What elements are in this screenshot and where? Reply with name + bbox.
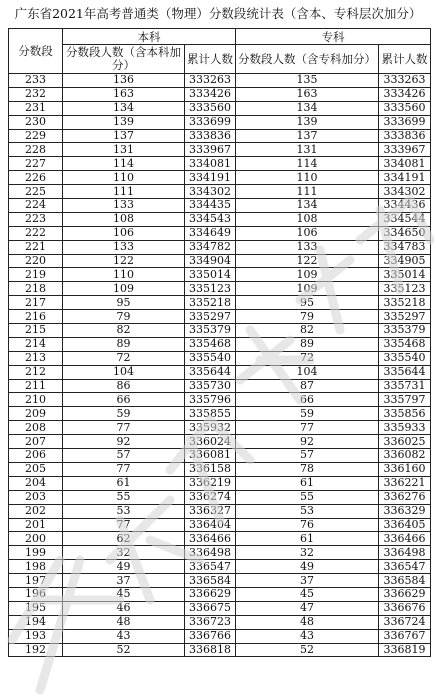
benke-count-cell: 89 [63, 337, 185, 351]
score-cell: 206 [9, 449, 63, 463]
table-row [9, 462, 431, 476]
table-row [9, 574, 431, 588]
benke-cumulative-cell: 336723 [185, 615, 236, 629]
zhuanke-count-cell: 37 [236, 574, 379, 588]
zhuanke-count-cell: 55 [236, 490, 379, 504]
table-row [9, 490, 431, 504]
zhuanke-cumulative-cell: 333560 [379, 101, 431, 115]
zhuanke-cumulative-cell: 334544 [379, 212, 431, 226]
zhuanke-count-cell: 106 [236, 226, 379, 240]
benke-cumulative-cell: 334302 [185, 185, 236, 199]
header-benke-count: 分数段人数（含本科加分） [63, 45, 185, 74]
zhuanke-cumulative-cell: 336498 [379, 546, 431, 560]
zhuanke-count-cell: 53 [236, 504, 379, 518]
benke-count-cell: 45 [63, 587, 185, 601]
benke-count-cell: 59 [63, 407, 185, 421]
zhuanke-count-cell: 134 [236, 199, 379, 213]
table-row [9, 171, 431, 185]
table-row [9, 157, 431, 171]
zhuanke-cumulative-cell: 335123 [379, 282, 431, 296]
table-row [9, 143, 431, 157]
zhuanke-count-cell: 61 [236, 532, 379, 546]
zhuanke-count-cell: 163 [236, 87, 379, 101]
table-row [9, 532, 431, 546]
zhuanke-count-cell: 92 [236, 435, 379, 449]
benke-count-cell: 104 [63, 365, 185, 379]
score-cell: 208 [9, 421, 63, 435]
score-cell: 218 [9, 282, 63, 296]
score-cell: 230 [9, 115, 63, 129]
benke-cumulative-cell: 334782 [185, 240, 236, 254]
benke-cumulative-cell: 336498 [185, 546, 236, 560]
score-cell: 193 [9, 629, 63, 643]
benke-count-cell: 114 [63, 157, 185, 171]
benke-count-cell: 122 [63, 254, 185, 268]
score-cell: 228 [9, 143, 63, 157]
zhuanke-cumulative-cell: 336221 [379, 476, 431, 490]
zhuanke-count-cell: 82 [236, 324, 379, 338]
benke-count-cell: 72 [63, 351, 185, 365]
benke-count-cell: 133 [63, 199, 185, 213]
benke-count-cell: 62 [63, 532, 185, 546]
benke-cumulative-cell: 335468 [185, 337, 236, 351]
score-cell: 197 [9, 574, 63, 588]
score-cell: 221 [9, 240, 63, 254]
benke-count-cell: 77 [63, 421, 185, 435]
zhuanke-cumulative-cell: 335797 [379, 393, 431, 407]
table-row [9, 587, 431, 601]
score-cell: 212 [9, 365, 63, 379]
score-cell: 194 [9, 615, 63, 629]
zhuanke-count-cell: 61 [236, 476, 379, 490]
benke-count-cell: 52 [63, 643, 185, 657]
score-cell: 203 [9, 490, 63, 504]
table-row [9, 421, 431, 435]
benke-count-cell: 108 [63, 212, 185, 226]
zhuanke-count-cell: 72 [236, 351, 379, 365]
header-score: 分数段 [9, 29, 63, 74]
zhuanke-cumulative-cell: 335644 [379, 365, 431, 379]
zhuanke-count-cell: 78 [236, 462, 379, 476]
zhuanke-count-cell: 87 [236, 379, 379, 393]
zhuanke-cumulative-cell: 336329 [379, 504, 431, 518]
table-row [9, 337, 431, 351]
zhuanke-cumulative-cell: 335540 [379, 351, 431, 365]
score-cell: 224 [9, 199, 63, 213]
zhuanke-count-cell: 122 [236, 254, 379, 268]
benke-cumulative-cell: 333836 [185, 129, 236, 143]
zhuanke-cumulative-cell: 335218 [379, 296, 431, 310]
zhuanke-cumulative-cell: 334081 [379, 157, 431, 171]
zhuanke-cumulative-cell: 336676 [379, 601, 431, 615]
table-row [9, 74, 431, 88]
table-row [9, 643, 431, 657]
benke-count-cell: 139 [63, 115, 185, 129]
zhuanke-count-cell: 32 [236, 546, 379, 560]
zhuanke-count-cell: 47 [236, 601, 379, 615]
benke-count-cell: 79 [63, 310, 185, 324]
benke-count-cell: 57 [63, 449, 185, 463]
zhuanke-count-cell: 48 [236, 615, 379, 629]
zhuanke-count-cell: 134 [236, 101, 379, 115]
benke-count-cell: 163 [63, 87, 185, 101]
score-cell: 201 [9, 518, 63, 532]
zhuanke-count-cell: 135 [236, 74, 379, 88]
table-row [9, 518, 431, 532]
benke-count-cell: 61 [63, 476, 185, 490]
zhuanke-cumulative-cell: 334436 [379, 199, 431, 213]
table-row [9, 476, 431, 490]
benke-cumulative-cell: 336274 [185, 490, 236, 504]
score-cell: 233 [9, 74, 63, 88]
benke-cumulative-cell: 336404 [185, 518, 236, 532]
score-cell: 225 [9, 185, 63, 199]
benke-cumulative-cell: 335014 [185, 268, 236, 282]
zhuanke-cumulative-cell: 336082 [379, 449, 431, 463]
table-row [9, 504, 431, 518]
benke-cumulative-cell: 336547 [185, 560, 236, 574]
benke-count-cell: 109 [63, 282, 185, 296]
score-cell: 227 [9, 157, 63, 171]
table-row [9, 101, 431, 115]
header-zhuanke-cumulative: 累计人数 [379, 45, 431, 74]
zhuanke-count-cell: 79 [236, 310, 379, 324]
score-cell: 205 [9, 462, 63, 476]
zhuanke-cumulative-cell: 336819 [379, 643, 431, 657]
table-row [9, 240, 431, 254]
score-cell: 213 [9, 351, 63, 365]
zhuanke-cumulative-cell: 334302 [379, 185, 431, 199]
benke-cumulative-cell: 336818 [185, 643, 236, 657]
benke-count-cell: 49 [63, 560, 185, 574]
table-row [9, 226, 431, 240]
benke-count-cell: 110 [63, 171, 185, 185]
benke-cumulative-cell: 335297 [185, 310, 236, 324]
benke-cumulative-cell: 334543 [185, 212, 236, 226]
benke-cumulative-cell: 334649 [185, 226, 236, 240]
table-row [9, 254, 431, 268]
score-cell: 195 [9, 601, 63, 615]
score-cell: 192 [9, 643, 63, 657]
table-row [9, 268, 431, 282]
zhuanke-count-cell: 95 [236, 296, 379, 310]
benke-cumulative-cell: 335855 [185, 407, 236, 421]
benke-cumulative-cell: 336219 [185, 476, 236, 490]
score-cell: 223 [9, 212, 63, 226]
benke-cumulative-cell: 333560 [185, 101, 236, 115]
zhuanke-count-cell: 43 [236, 629, 379, 643]
benke-count-cell: 133 [63, 240, 185, 254]
zhuanke-count-cell: 114 [236, 157, 379, 171]
benke-cumulative-cell: 335540 [185, 351, 236, 365]
zhuanke-cumulative-cell: 333836 [379, 129, 431, 143]
score-cell: 204 [9, 476, 63, 490]
score-cell: 198 [9, 560, 63, 574]
zhuanke-cumulative-cell: 336276 [379, 490, 431, 504]
score-cell: 226 [9, 171, 63, 185]
score-cell: 210 [9, 393, 63, 407]
benke-cumulative-cell: 333426 [185, 87, 236, 101]
benke-count-cell: 106 [63, 226, 185, 240]
table-row [9, 449, 431, 463]
benke-count-cell: 111 [63, 185, 185, 199]
benke-cumulative-cell: 333699 [185, 115, 236, 129]
zhuanke-cumulative-cell: 334905 [379, 254, 431, 268]
zhuanke-count-cell: 104 [236, 365, 379, 379]
zhuanke-cumulative-cell: 335933 [379, 421, 431, 435]
table-row [9, 546, 431, 560]
zhuanke-cumulative-cell: 333263 [379, 74, 431, 88]
score-cell: 207 [9, 435, 63, 449]
table-row [9, 199, 431, 213]
zhuanke-cumulative-cell: 336629 [379, 587, 431, 601]
score-cell: 232 [9, 87, 63, 101]
zhuanke-cumulative-cell: 335014 [379, 268, 431, 282]
zhuanke-count-cell: 108 [236, 212, 379, 226]
score-cell: 199 [9, 546, 63, 560]
table-row [9, 365, 431, 379]
benke-cumulative-cell: 336629 [185, 587, 236, 601]
score-cell: 219 [9, 268, 63, 282]
table-row [9, 115, 431, 129]
benke-count-cell: 43 [63, 629, 185, 643]
zhuanke-count-cell: 77 [236, 421, 379, 435]
score-cell: 200 [9, 532, 63, 546]
header-benke: 本科 [63, 29, 236, 45]
zhuanke-count-cell: 45 [236, 587, 379, 601]
table-row [9, 282, 431, 296]
header-zhuanke: 专科 [236, 29, 431, 45]
benke-cumulative-cell: 336466 [185, 532, 236, 546]
benke-cumulative-cell: 336327 [185, 504, 236, 518]
table-row [9, 379, 431, 393]
benke-count-cell: 48 [63, 615, 185, 629]
zhuanke-count-cell: 66 [236, 393, 379, 407]
zhuanke-count-cell: 131 [236, 143, 379, 157]
zhuanke-count-cell: 109 [236, 268, 379, 282]
zhuanke-cumulative-cell: 336767 [379, 629, 431, 643]
benke-count-cell: 110 [63, 268, 185, 282]
zhuanke-cumulative-cell: 335379 [379, 324, 431, 338]
table-row [9, 185, 431, 199]
benke-count-cell: 37 [63, 574, 185, 588]
table-row [9, 129, 431, 143]
benke-count-cell: 134 [63, 101, 185, 115]
zhuanke-cumulative-cell: 334191 [379, 171, 431, 185]
benke-cumulative-cell: 336158 [185, 462, 236, 476]
score-cell: 215 [9, 324, 63, 338]
score-cell: 229 [9, 129, 63, 143]
table-row [9, 393, 431, 407]
zhuanke-cumulative-cell: 335297 [379, 310, 431, 324]
zhuanke-count-cell: 57 [236, 449, 379, 463]
table-row [9, 212, 431, 226]
zhuanke-count-cell: 110 [236, 171, 379, 185]
score-cell: 214 [9, 337, 63, 351]
zhuanke-cumulative-cell: 333967 [379, 143, 431, 157]
zhuanke-cumulative-cell: 335856 [379, 407, 431, 421]
benke-count-cell: 92 [63, 435, 185, 449]
score-cell: 222 [9, 226, 63, 240]
score-cell: 216 [9, 310, 63, 324]
benke-cumulative-cell: 334191 [185, 171, 236, 185]
benke-count-cell: 82 [63, 324, 185, 338]
zhuanke-cumulative-cell: 336405 [379, 518, 431, 532]
zhuanke-cumulative-cell: 336547 [379, 560, 431, 574]
header-zhuanke-count: 分数段人数（含专科加分） [236, 45, 379, 74]
benke-count-cell: 46 [63, 601, 185, 615]
table-row [9, 601, 431, 615]
benke-cumulative-cell: 334435 [185, 199, 236, 213]
benke-cumulative-cell: 333967 [185, 143, 236, 157]
score-cell: 196 [9, 587, 63, 601]
benke-cumulative-cell: 333263 [185, 74, 236, 88]
table-body [9, 74, 431, 657]
benke-cumulative-cell: 335730 [185, 379, 236, 393]
zhuanke-cumulative-cell: 334650 [379, 226, 431, 240]
benke-count-cell: 55 [63, 490, 185, 504]
table-row [9, 560, 431, 574]
benke-cumulative-cell: 335644 [185, 365, 236, 379]
benke-cumulative-cell: 335932 [185, 421, 236, 435]
zhuanke-count-cell: 137 [236, 129, 379, 143]
zhuanke-count-cell: 52 [236, 643, 379, 657]
benke-cumulative-cell: 335379 [185, 324, 236, 338]
benke-count-cell: 32 [63, 546, 185, 560]
benke-cumulative-cell: 334081 [185, 157, 236, 171]
benke-count-cell: 77 [63, 518, 185, 532]
benke-cumulative-cell: 336584 [185, 574, 236, 588]
benke-cumulative-cell: 336766 [185, 629, 236, 643]
header-benke-cumulative: 累计人数 [185, 45, 236, 74]
zhuanke-count-cell: 111 [236, 185, 379, 199]
benke-cumulative-cell: 335218 [185, 296, 236, 310]
benke-cumulative-cell: 334904 [185, 254, 236, 268]
zhuanke-count-cell: 139 [236, 115, 379, 129]
zhuanke-cumulative-cell: 336724 [379, 615, 431, 629]
benke-cumulative-cell: 335123 [185, 282, 236, 296]
zhuanke-cumulative-cell: 336466 [379, 532, 431, 546]
benke-cumulative-cell: 336024 [185, 435, 236, 449]
zhuanke-cumulative-cell: 334783 [379, 240, 431, 254]
benke-count-cell: 131 [63, 143, 185, 157]
zhuanke-cumulative-cell: 335731 [379, 379, 431, 393]
table-row [9, 629, 431, 643]
table-row [9, 351, 431, 365]
zhuanke-count-cell: 49 [236, 560, 379, 574]
table-row [9, 310, 431, 324]
zhuanke-cumulative-cell: 333426 [379, 87, 431, 101]
score-cell: 217 [9, 296, 63, 310]
zhuanke-cumulative-cell: 336025 [379, 435, 431, 449]
score-cell: 231 [9, 101, 63, 115]
zhuanke-count-cell: 109 [236, 282, 379, 296]
benke-count-cell: 86 [63, 379, 185, 393]
benke-cumulative-cell: 336675 [185, 601, 236, 615]
table-row [9, 435, 431, 449]
score-cell: 209 [9, 407, 63, 421]
benke-count-cell: 136 [63, 74, 185, 88]
zhuanke-count-cell: 76 [236, 518, 379, 532]
zhuanke-cumulative-cell: 333699 [379, 115, 431, 129]
score-cell: 211 [9, 379, 63, 393]
score-distribution-table [8, 28, 431, 657]
zhuanke-count-cell: 59 [236, 407, 379, 421]
benke-count-cell: 95 [63, 296, 185, 310]
benke-count-cell: 77 [63, 462, 185, 476]
table-row [9, 615, 431, 629]
table-row [9, 324, 431, 338]
table-row [9, 296, 431, 310]
benke-cumulative-cell: 335796 [185, 393, 236, 407]
score-cell: 220 [9, 254, 63, 268]
table-row [9, 87, 431, 101]
zhuanke-count-cell: 89 [236, 337, 379, 351]
benke-count-cell: 66 [63, 393, 185, 407]
zhuanke-cumulative-cell: 336584 [379, 574, 431, 588]
score-cell: 202 [9, 504, 63, 518]
zhuanke-count-cell: 133 [236, 240, 379, 254]
benke-count-cell: 137 [63, 129, 185, 143]
table-title: 广东省2021年高考普通类（物理）分数段统计表（含本、专科层次加分） [14, 6, 422, 21]
benke-count-cell: 53 [63, 504, 185, 518]
zhuanke-cumulative-cell: 336160 [379, 462, 431, 476]
zhuanke-cumulative-cell: 335468 [379, 337, 431, 351]
table-row [9, 407, 431, 421]
benke-cumulative-cell: 336081 [185, 449, 236, 463]
